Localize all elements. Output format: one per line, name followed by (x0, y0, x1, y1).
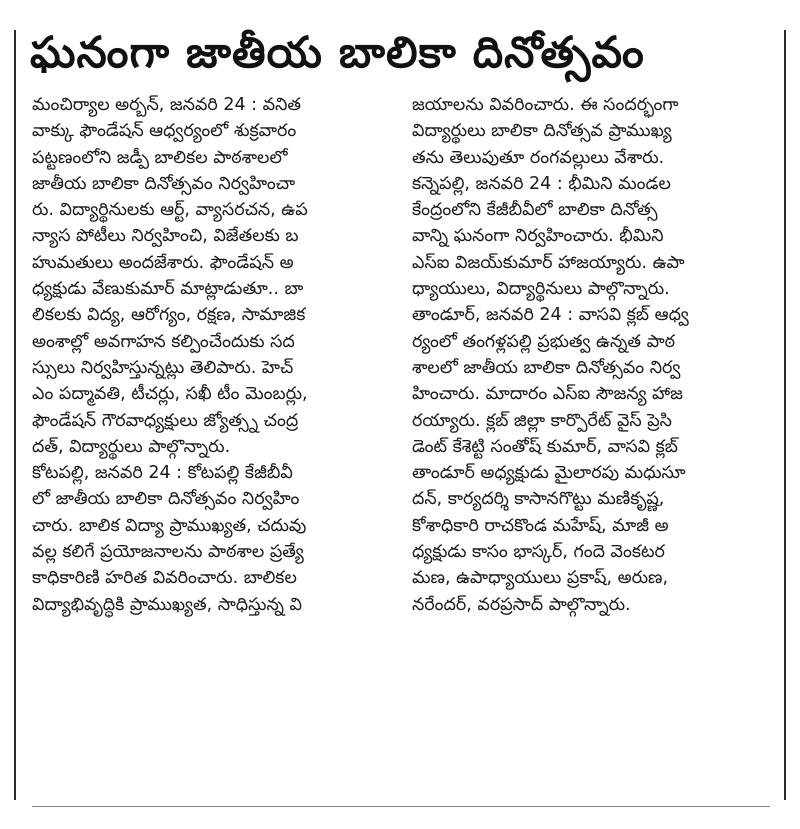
article-line: ర్యంలో తంగళ్లపల్లి ప్రభుత్వ ఉన్నత పాఠ (412, 331, 676, 352)
article-line: కోశాధికారి రాచకొండ మహేష్, మాజీ అ (412, 515, 669, 536)
article-line: హించారు. మాదారం ఎస్ఐ సౌజన్య హాజ (412, 384, 683, 405)
article-line: కాధికారిణి హరిత వివరించారు. బాలికల (32, 568, 297, 589)
article-line: తాండూర్, జనవరి 24 : వాసవి క్లబ్ ఆధ్వ (412, 305, 689, 326)
article-line: కేంద్రంలోని కేజీబీవీలో బాలికా దినోత్స (412, 200, 658, 221)
article-line: ఎస్ఐ విజయ్‌కుమార్ హాజయ్యారు. ఉపా (412, 252, 685, 273)
article-line: వల్ల కలిగే ప్రయోజనాలను పాఠశాల ప్రత్యే (32, 542, 304, 563)
article-line: ధ్యాయులు, విద్యార్థినులు పాల్గొన్నారు. (412, 279, 670, 300)
article-line: జయాలను వివరించారు. ఈ సందర్భంగా (412, 95, 679, 115)
article-line: మణ, ఉపాధ్యాయులు ప్రకాష్, అరుణ, (412, 568, 669, 589)
article-line: నరేందర్, వరప్రసాద్ పాల్గొన్నారు. (412, 594, 631, 615)
bottom-divider (32, 806, 770, 807)
article-line: హుమతులు అందజేశారు. ఫౌండేషన్ అ (32, 252, 294, 273)
text-column-left (32, 92, 396, 782)
article-line: రయ్యారు. క్లబ్ జిల్లా కార్పొరేట్ వైస్ ప్రెసి (412, 410, 672, 431)
article-line: ఫౌండేషన్ గౌరవాధ్యక్షులు జ్యోత్స్న చంద్ర (32, 410, 299, 431)
article-line: ధ్యక్షుడు కాసం భాస్కర్, గందె వెంకటర (412, 542, 665, 563)
left-border-rule (14, 30, 16, 800)
article-line: తను తెలుపుతూ రంగవల్లులు వేశారు. (412, 147, 665, 168)
headline: ఘనంగా జాతీయ బాలికా దినోత్సవం (30, 28, 645, 78)
article-line: పట్టణంలోని జడ్పీ బాలికల పాఠశాలలో (32, 147, 288, 168)
article-line: చారు. బాలిక విద్యా ప్రాముఖ్యత, చదువు (32, 515, 307, 536)
article-line: ధ్యక్షుడు వేణుకుమార్ మాట్లాడుతూ.. బా (32, 279, 304, 300)
article-line: కన్నెపల్లి, జనవరి 24 : భీమిని మండల (412, 173, 671, 194)
right-border-rule (784, 30, 786, 800)
article-line: తాండూర్ అధ్యక్షుడు మైలారపు మధుసూ (412, 463, 686, 484)
article-body (32, 92, 777, 782)
article-line: స్సులు నిర్వహిస్తున్నట్లు తెలిపారు. హెచ్ (32, 357, 294, 378)
article-line: దత్, విద్యార్థులు పాల్గొన్నారు. (32, 436, 231, 457)
article-line: శాలలో జాతీయ బాలికా దినోత్సవం నిర్వ (412, 357, 681, 378)
article-line: జాతీయ బాలికా దినోత్సవం నిర్వహించా (32, 173, 296, 194)
article-line: రు. విద్యార్థినులకు ఆర్ట్, వ్యాసరచన, ఉప (32, 200, 308, 221)
article-line: లో జాతీయ బాలికా దినోత్సవం నిర్వహిం (32, 489, 300, 510)
article-line: డెంట్ కేశెట్టి సంతోష్ కుమార్, వాసవి క్లబ్ (412, 436, 678, 457)
text-column-right (412, 92, 776, 782)
article-line: న్యాస పోటీలు నిర్వహించి, విజేతలకు బ (32, 226, 299, 247)
article-line: కోటపల్లి, జనవరి 24 : కోటపల్లి కేజీబీవీ (32, 463, 293, 484)
article-line: విద్యార్థులు బాలికా దినోత్సవ ప్రాముఖ్య (412, 121, 672, 142)
article-line: వాక్కు ఫౌండేషన్ ఆధ్వర్యంలో శుక్రవారం (32, 121, 297, 142)
article-line: మంచిర్యాల అర్బన్, జనవరి 24 : వనిత (32, 95, 301, 115)
article-line: విద్యాభివృద్ధికి ప్రాముఖ్యత, సాధిస్తున్న వి (32, 594, 302, 615)
article-line: దన్, కార్యదర్శి కాసానగొట్టు మణికృష్ణ, (412, 489, 665, 510)
article-line: లికలకు విద్య, ఆరోగ్యం, రక్షణ, సామాజిక (32, 305, 306, 326)
article-line: ఎం పద్మావతి, టీచర్లు, సఖీ టీం మెంబర్లు, (32, 384, 308, 405)
article-line: వాన్ని ఘనంగా నిర్వహించారు. భీమిని (412, 226, 664, 247)
article-line: అంశాల్లో అవగాహన కల్పించేందుకు సద (32, 331, 295, 352)
